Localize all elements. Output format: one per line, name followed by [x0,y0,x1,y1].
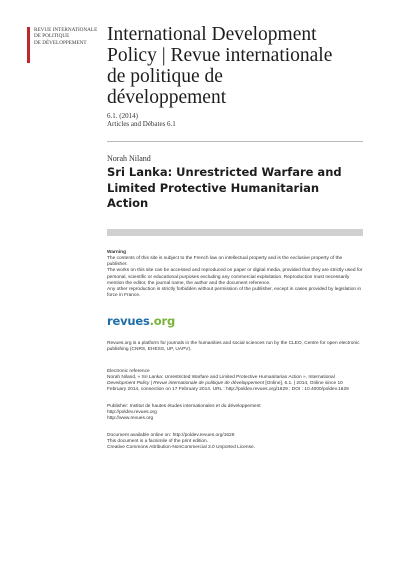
journal-title-line: Policy | Revue internationale [107,45,333,66]
publisher-link[interactable]: http://poldev.revues.org [107,410,157,416]
divider [107,141,363,142]
publisher-info [107,404,363,423]
availability-line: This document is a facsimile of the print edition. [107,439,209,445]
publisher-line: Publisher: Institut de hautes études internationales et du développement [107,404,261,409]
journal-mark-line: DE DÉVELOPPEMENT [34,39,87,46]
article-title-line: Action [107,196,149,210]
journal-name-italic: Development Policy | Revue internationale de politique de développement [107,381,264,387]
issue-number: 6.1. (2014) [107,112,138,120]
reference-line-rest: [Online], 6.1. | 2014, Online since 10 [263,381,343,387]
reference-text [107,375,363,394]
reference-line: Norah Niland, « Sri Lanka: Unrestricted Warfare and Limited Protective Humanitarian Action », International [107,375,335,380]
reference-heading: Electronic reference [107,369,150,374]
journal-logo-mark [27,27,104,63]
article-title-line: Limited Protective Humanitarian [107,180,320,195]
journal-title-line: développement [107,87,227,108]
revues-org-logo[interactable] [107,314,175,328]
warning-paragraph: The contents of this site is subject to the French law on intellectual property and is the exclusive property of the publisher. [107,256,343,268]
separator-bar [107,229,363,236]
availability-line: Document available online on: http://poldev.revues.org/1629 [107,433,235,438]
warning-heading: Warning [107,250,127,255]
availability-line: Creative Commons Attribution-NonCommercial 3.0 Unported License. [107,445,255,451]
warning-text [107,256,363,299]
publisher-link[interactable]: http://www.revues.org [107,416,154,422]
journal-mark-line: REVUE INTERNATIONALE [34,27,98,33]
warning-paragraph: Any other reproduction is strictly forbidden without permission of the publisher, except in cases provided by legislation in force in France. [107,287,362,299]
journal-title-line: International Development [107,24,317,45]
article-title [107,165,377,212]
article-title-line: Sri Lanka: Unrestricted Warfare and [107,165,342,179]
journal-mark-line: DE POLITIQUE [34,33,70,40]
warning-paragraph: The works on this site can be accessed and reproduced on paper or digital media, provided that they are strictly used for personal, scientific or educational purposes excluding any commercial exploitation. Reproduction must necessarily mention the editor, the journal name, the author and the document reference. [107,268,363,286]
author-name: Norah Niland [107,154,151,163]
reference-line: February 2014, connection on 17 February 2014. URL : http://poldev.revues.org/1629 ; DOI : 10.4000/poldev.1629 [107,387,349,393]
journal-title [107,24,397,108]
logo-part: .org [149,314,175,328]
availability-info [107,433,363,452]
logo-part: revues [107,314,150,328]
platform-description: Revues.org is a platform for journals in the humanities and social sciences run by the CLEO, Centre for open electronic publishing (CNRS, EHESS, UP, UAPV). [107,341,360,353]
rubric: Articles and Débates 6.1 [107,120,176,128]
journal-title-line: de politique de [107,66,223,87]
